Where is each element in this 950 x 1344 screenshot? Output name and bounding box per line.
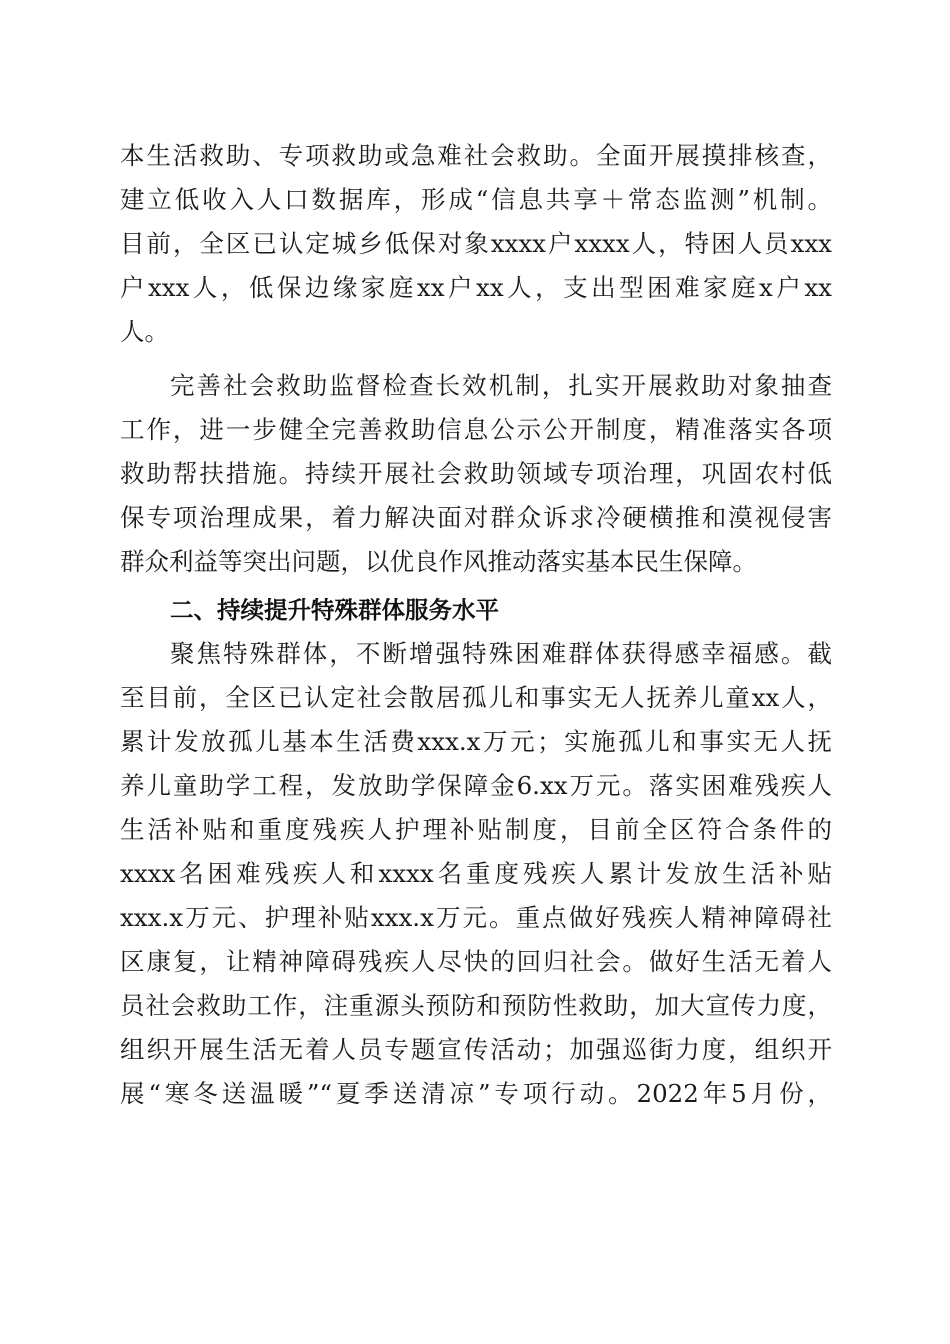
paragraph-3-line-5: 生活补贴和重度残疾人护理补贴制度，目前全区符合条件的 — [120, 815, 832, 844]
paragraph-1-line-5: 人。 — [120, 317, 169, 346]
paragraph-2-line-1: 完善社会救助监督检查长效机制，扎实开展救助对象抽查 — [170, 371, 832, 400]
section-heading: 二、持续提升特殊群体服务水平 — [170, 596, 499, 624]
paragraph-3-line-9: 员社会救助工作，注重源头预防和预防性救助，加大宣传力度， — [120, 991, 832, 1020]
paragraph-2-line-3: 救助帮扶措施。持续开展社会救助领域专项治理，巩固农村低 — [120, 459, 832, 488]
paragraph-3-line-6: xxxx名困难残疾人和xxxx名重度残疾人累计发放生活补贴 — [120, 859, 832, 888]
paragraph-2-line-2: 工作，进一步健全完善救助信息公示公开制度，精准落实各项 — [120, 415, 832, 444]
paragraph-3-line-3: 累计发放孤儿基本生活费xxx.x万元；实施孤儿和事实无人抚 — [120, 727, 832, 756]
paragraph-3-line-10: 组织开展生活无着人员专题宣传活动；加强巡街力度，组织开 — [120, 1035, 832, 1064]
paragraph-2-line-4: 保专项治理成果，着力解决面对群众诉求冷硬横推和漠视侵害 — [120, 503, 832, 532]
paragraph-1-line-3: 目前，全区已认定城乡低保对象xxxx户xxxx人，特困人员xxx — [120, 229, 832, 258]
paragraph-3-line-1: 聚焦特殊群体，不断增强特殊困难群体获得感幸福感。截 — [170, 639, 832, 668]
paragraph-3-line-8: 区康复，让精神障碍残疾人尽快的回归社会。做好生活无着人 — [120, 947, 832, 976]
paragraph-1-line-2: 建立低收入人口数据库，形成“信息共享＋常态监测”机制。 — [120, 185, 832, 214]
paragraph-3-line-4: 养儿童助学工程，发放助学保障金6.xx万元。落实困难残疾人 — [120, 771, 832, 800]
paragraph-3-line-11: 展“寒冬送温暖”“夏季送清凉”专项行动。2022年5月份， — [120, 1079, 832, 1108]
paragraph-1-line-4: 户xxx人，低保边缘家庭xx户xx人，支出型困难家庭x户xx — [120, 273, 832, 302]
paragraph-3-line-2: 至目前，全区已认定社会散居孤儿和事实无人抚养儿童xx人， — [120, 683, 832, 712]
paragraph-2-line-5: 群众利益等突出问题，以优良作风推动落实基本民生保障。 — [120, 547, 757, 576]
paragraph-3-line-7: xxx.x万元、护理补贴xxx.x万元。重点做好残疾人精神障碍社 — [120, 903, 832, 932]
paragraph-1-line-1: 本生活救助、专项救助或急难社会救助。全面开展摸排核查， — [120, 141, 832, 170]
